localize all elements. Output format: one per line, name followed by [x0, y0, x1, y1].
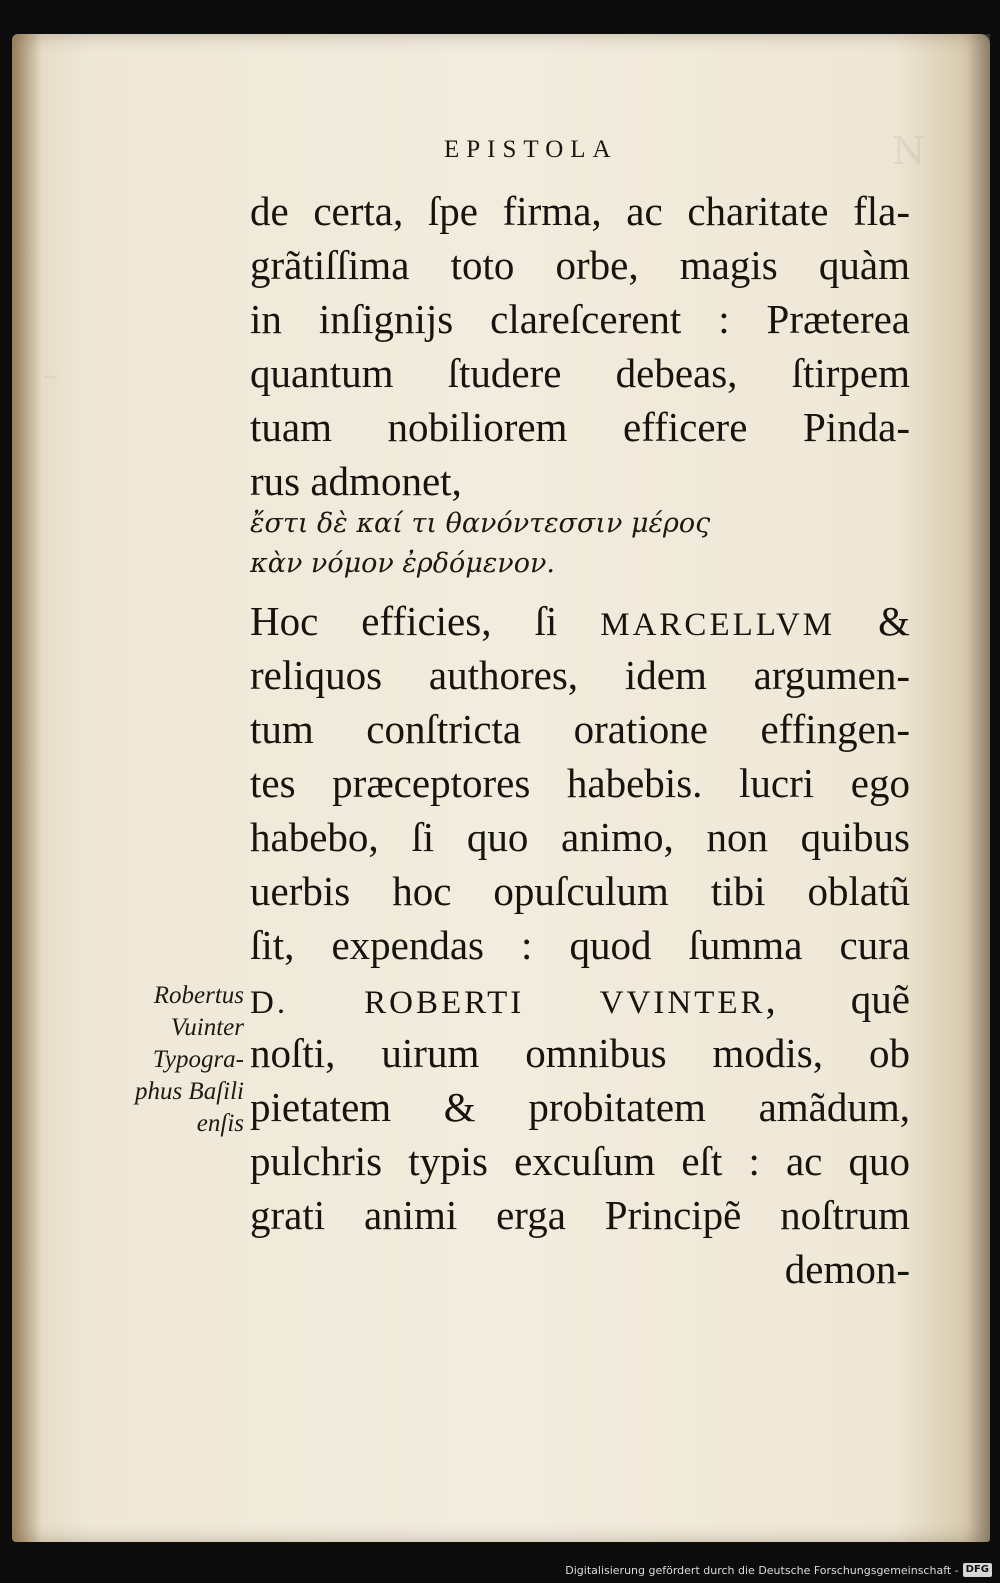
- marginal-line: Typogra-: [152, 1046, 244, 1073]
- text-fragment: , quẽ: [765, 976, 910, 1022]
- text-line-robert: [250, 972, 910, 1026]
- greek-line: ἔστι δὲ καί τι θανόντεσσιν μέρος: [250, 508, 711, 539]
- text-line: tum conſtricta oratione effingen-: [250, 706, 910, 752]
- bleed-through-text: ~: [42, 364, 59, 388]
- greek-line: κὰν νόμον ἐρδόμενον.: [250, 548, 555, 579]
- running-head: EPISTOLA: [444, 136, 618, 163]
- text-line: reliquos authores, idem argumen-: [250, 652, 910, 698]
- text-fragment: Hoc efficies, ſi: [250, 598, 601, 644]
- text-line: grãtiſſima toto orbe, magis quàm: [250, 242, 910, 288]
- text-line: tes præceptores habebis. lucri ego: [250, 760, 910, 806]
- text-line: habebo, ſi quo animo, non quibus: [250, 814, 910, 860]
- text-line: ſit, expendas : quod ſumma cura: [250, 922, 910, 968]
- catchword: demon-: [784, 1246, 910, 1292]
- text-line: pietatem & probitatem amãdum,: [250, 1084, 910, 1130]
- text-line: quantum ſtudere debeas, ſtirpem: [250, 350, 910, 396]
- book-page: [12, 34, 990, 1542]
- marginal-line: Vuinter: [170, 1014, 244, 1041]
- bleed-through-text: N: [892, 129, 926, 173]
- text-line: grati animi erga Principẽ noſtrum: [250, 1192, 910, 1238]
- text-line-hoc: [250, 594, 910, 648]
- marginal-line: Robertus: [153, 982, 244, 1009]
- text-line: de certa, ſpe firma, ac charitate fla-: [250, 188, 910, 234]
- marginal-note: [104, 980, 244, 1140]
- text-block-2: [250, 594, 910, 1296]
- credit-text: Digitalisierung gefördert durch die Deutsche Forschungsgemeinschaft -: [565, 1563, 959, 1577]
- text-line: uerbis hoc opuſculum tibi oblatũ: [250, 868, 910, 914]
- text-line: in inſignijs clareſcerent : Præterea: [250, 296, 910, 342]
- text-line: tuam nobiliorem efficere Pinda-: [250, 404, 910, 450]
- small-caps-name: D. ROBERTI VVINTER: [250, 985, 766, 1021]
- text-block-1: [250, 184, 910, 508]
- text-line: pulchris typis excuſum eſt : ac quo: [250, 1138, 910, 1184]
- dfg-logo-icon: DFG: [963, 1563, 992, 1577]
- marginal-line: enſis: [196, 1110, 244, 1137]
- text-line: rus admonet,: [250, 458, 462, 504]
- marginal-line: phus Baſili: [134, 1078, 244, 1105]
- text-fragment: &: [835, 598, 910, 644]
- text-line: noſti, uirum omnibus modis, ob: [250, 1030, 910, 1076]
- digitization-credit: [565, 1560, 992, 1580]
- small-caps-name: MARCELLVM: [600, 607, 836, 643]
- greek-quotation: [250, 504, 910, 584]
